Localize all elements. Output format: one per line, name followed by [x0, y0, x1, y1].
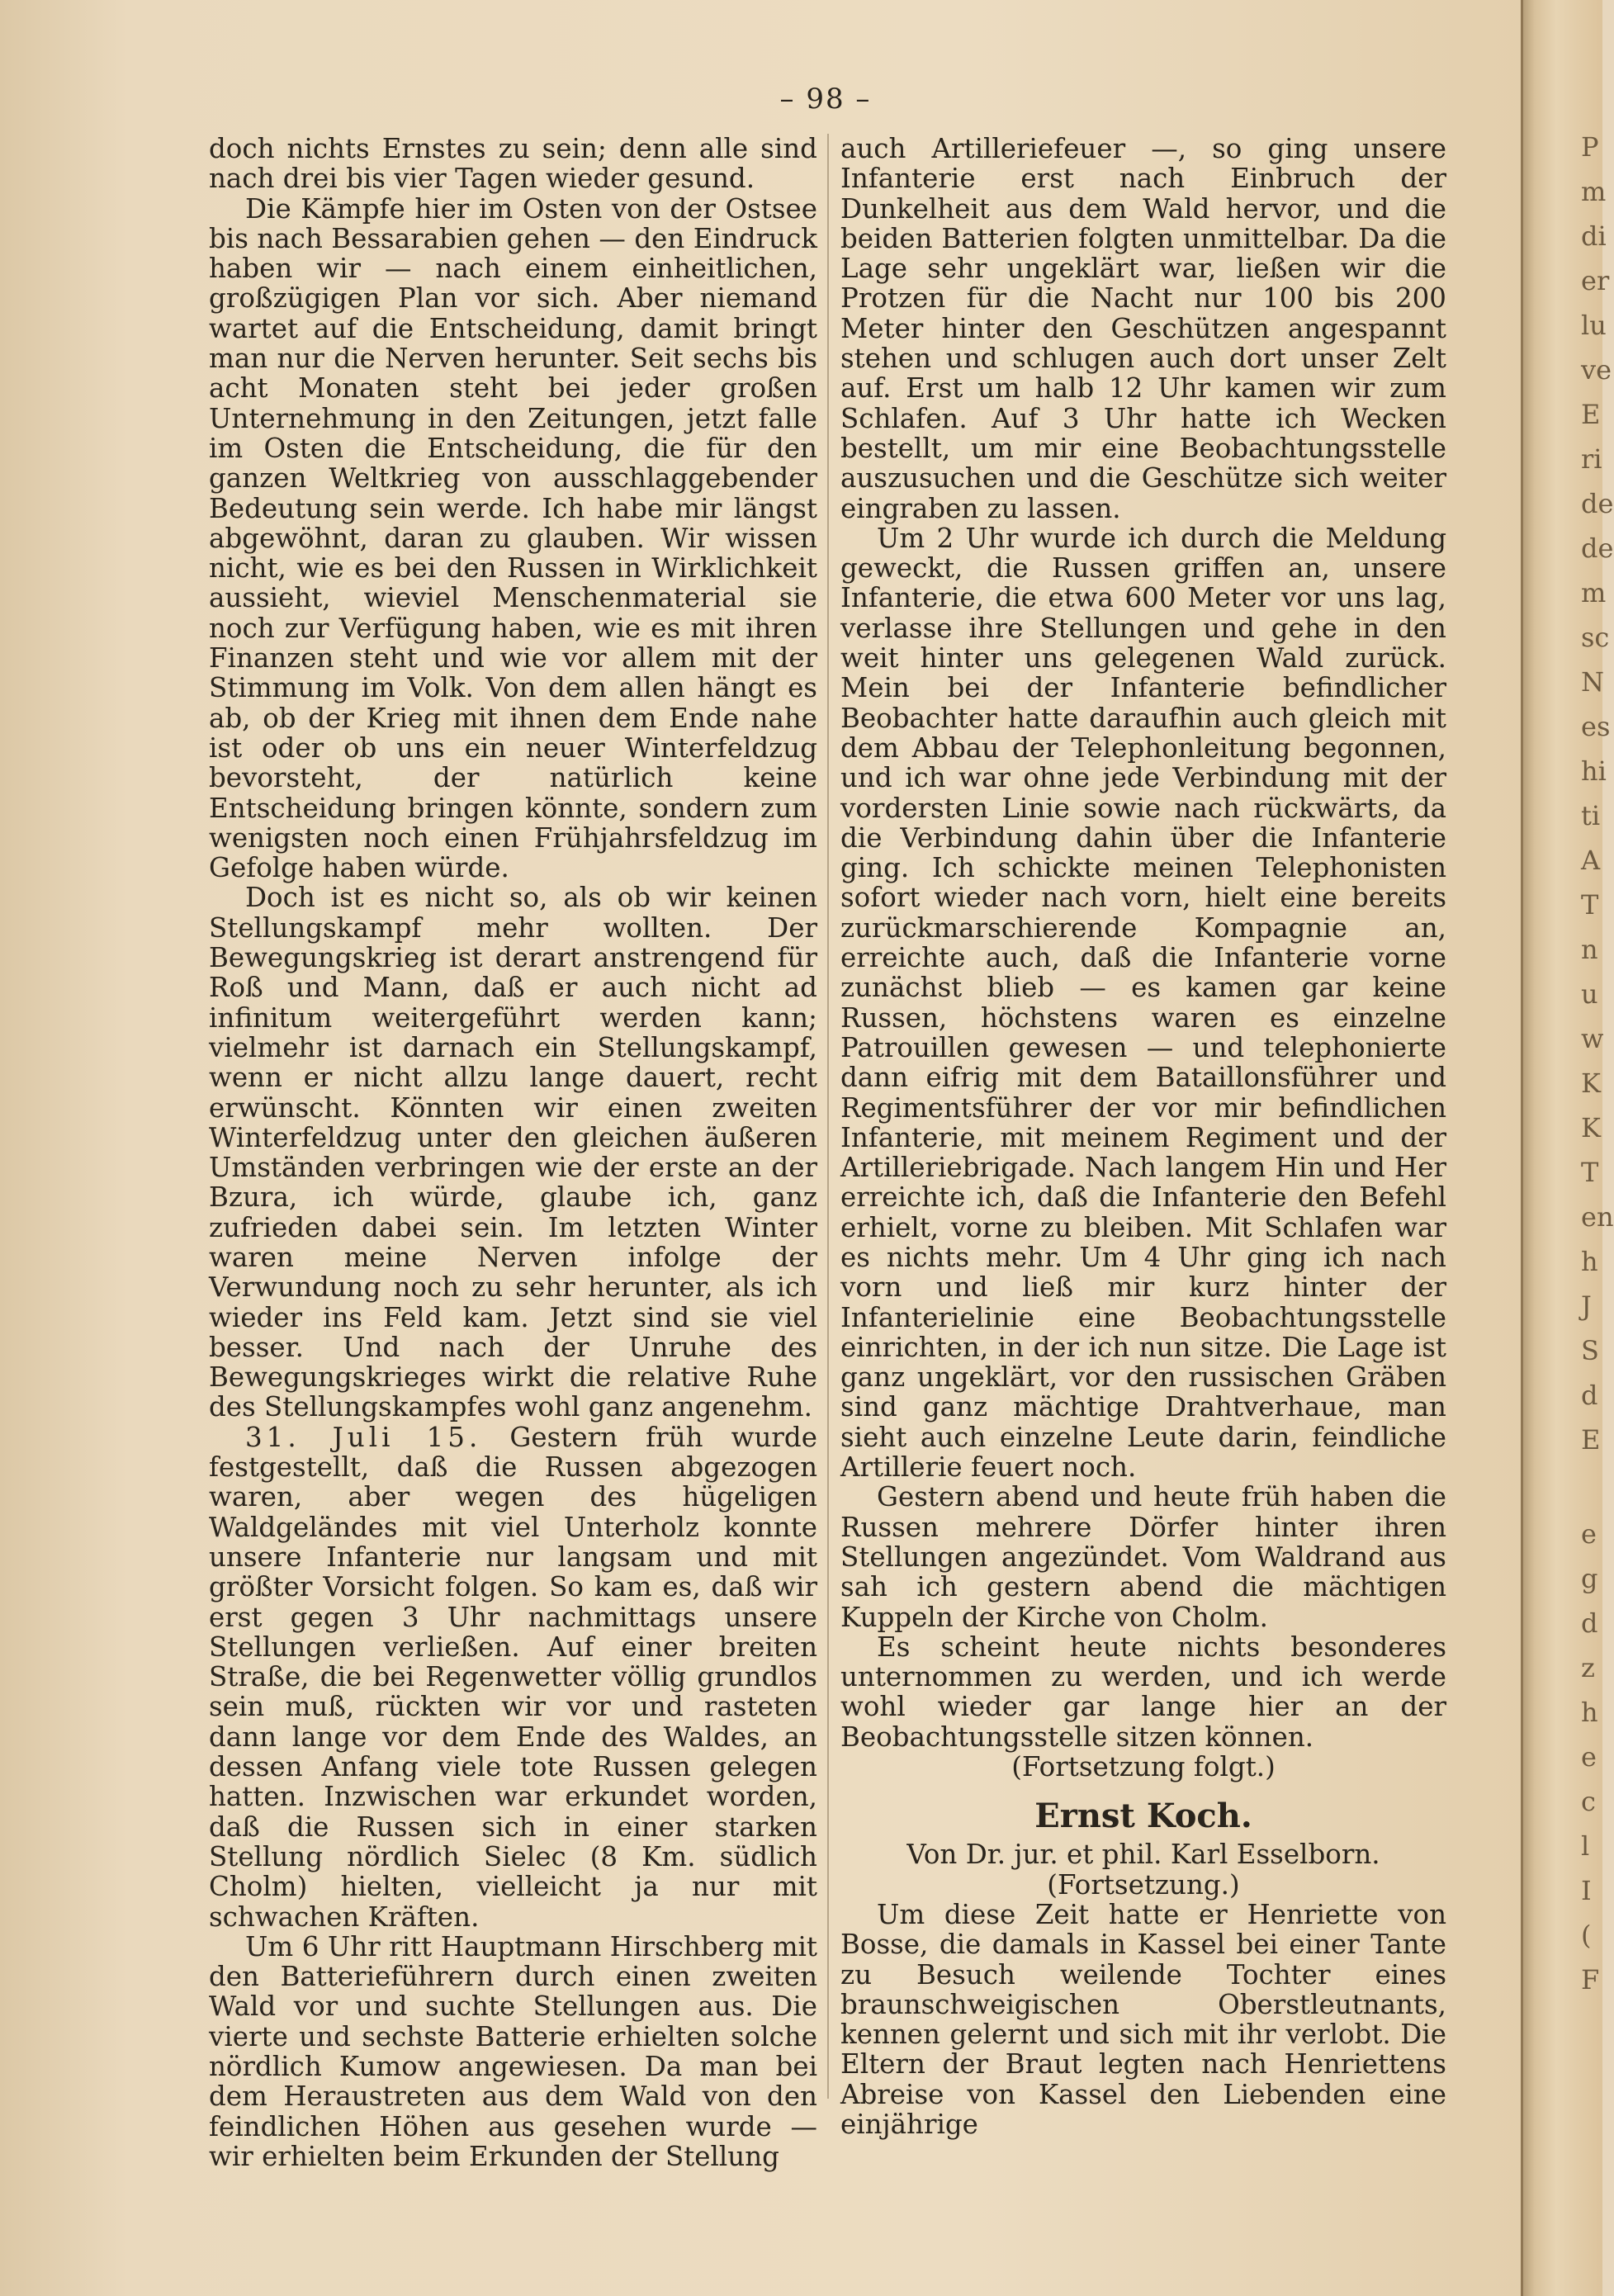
left-paragraph-1: doch nichts Ernstes zu sein; denn alle sind nach drei bis vier Tagen wieder gesund. — [209, 133, 817, 195]
next-page-fragment: N — [1581, 666, 1604, 698]
right-paragraph-1: auch Artilleriefeuer —, so ging unsere Infanterie erst nach Einbruch der Dunkelheit aus dem Wald hervor, und die beiden Batterien folgten unmittelbar. Da die Lage sehr ungeklärt war, ließen wir die Protzen für die Nacht nur 100 bis 200 Meter hinter den Geschützen angespannt stehen und schlugen auch dort unser Zelt auf. Erst um halb 12 Uhr kamen wir zum Schlafen. Auf 3 Uhr hatte ich Wecken bestellt, um mir eine Beobachtungsstelle auszusuchen und die Geschütze sich weiter eingraben zu lassen. — [840, 133, 1446, 524]
to-be-continued: (Fortsetzung folgt.) — [1011, 1751, 1276, 1783]
right-paragraph-3: Gestern abend und heute früh haben die Russen mehrere Dörfer hinter ihren Stellungen angezündet. Vom Waldrand aus sah ich gestern abend die mächtigen Kuppeln der Kirche von Cholm. — [840, 1481, 1446, 1633]
diary-date: 31. Juli 15. — [245, 1421, 482, 1453]
left-paragraph-3: Doch ist es nicht so, als ob wir keinen Stellungskampf mehr wollten. Der Bewegungskrieg ist derart anstrengend für Roß und Mann, daß er auch nicht ad infinitum weitergeführt werden kann; vielmehr ist darnach ein Stellungskampf, wenn er nicht allzu lange dauert, recht erwünscht. Könnten wir einen zweiten Winterfeldzug unter den gleichen äußeren Umständen verbringen wie der erste an der Bzura, ich würde, glaube ich, ganz zufrieden dabei sein. Im letzten Winter waren meine Nerven infolge der Verwundung noch zu sehr herunter, als ich wieder ins Feld kam. Jetzt sind sie viel besser. Und nach der Unruhe des Bewegungskrieges wirkt die relative Ruhe des Stellungskampfes wohl ganz angenehm. — [209, 882, 817, 1423]
next-page-fragment: T — [1581, 1157, 1599, 1188]
next-page-fragment: c — [1581, 1786, 1596, 1817]
right-column — [840, 134, 1446, 2139]
next-page-fragment: F — [1581, 1964, 1600, 1995]
next-page-fragment: h — [1581, 1697, 1598, 1728]
next-page-fragment: J — [1581, 1290, 1592, 1322]
next-page-fragment: hi — [1581, 755, 1607, 787]
next-page-fragment: d — [1581, 1380, 1598, 1411]
next-page-fragment: di — [1581, 220, 1607, 252]
next-page-fragment: E — [1581, 1424, 1601, 1456]
next-page-fragment: m — [1581, 577, 1607, 608]
next-page-fragment: z — [1581, 1652, 1595, 1683]
next-page-fragment: K — [1581, 1068, 1601, 1099]
next-page-fragment: de — [1581, 488, 1614, 519]
next-page-fragment: er — [1581, 265, 1610, 296]
next-page-fragment: de — [1581, 533, 1614, 564]
next-page-fragment: E — [1581, 399, 1601, 430]
next-page-edge — [1521, 0, 1614, 2296]
next-page-fragment: w — [1581, 1023, 1604, 1054]
next-page-fragment: A — [1581, 845, 1601, 876]
next-page-fragment: sc — [1581, 622, 1610, 653]
next-page-fragment: e — [1581, 1518, 1597, 1550]
left-column — [209, 134, 817, 2171]
left-paragraph-2: Die Kämpfe hier im Osten von der Ostsee bis nach Bessarabien gehen — den Eindruck haben wir — nach einem einheitlichen, großzügigen Plan vor sich. Aber niemand wartet auf die Entscheidung, damit bringt man nur die Nerven herunter. Seit sechs bis acht Monaten steht bei jeder großen Unternehmung in den Zeitungen, jetzt falle im Osten die Entscheidung, die für den ganzen Weltkrieg von ausschlaggebender Bedeutung sein werde. Ich habe mir längst abgewöhnt, daran zu glauben. Wir wissen nicht, wie es bei den Russen in Wirklichkeit aussieht, wieviel Menschenmaterial sie noch zur Verfügung haben, wie es mit ihren Finanzen steht und wie vor allem mit der Stimmung im Volk. Von dem allen hängt es ab, ob der Krieg mit ihnen dem Ende nahe ist oder ob uns ein neuer Winterfeldzug bevorsteht, der natürlich keine Entscheidung bringen könnte, sondern zum wenigsten noch einen Frühjahrsfeldzug im Gefolge haben würde. — [209, 192, 817, 884]
next-page-fragment: u — [1581, 978, 1598, 1010]
next-page-fragment: K — [1581, 1112, 1601, 1143]
left-paragraph-5: Um 6 Uhr ritt Hauptmann Hirschberg mit den Batterieführern durch einen zweiten Wald vor und suchte Stellungen aus. Die vierte und sechste Batterie erhielten solche nördlich Kumow angewiesen. Da man bei dem Heraustreten aus dem Wald von den feindlichen Höhen aus gesehen wurde — wir erhielten beim Erkunden der Stellung — [209, 1930, 817, 2172]
next-page-fragment: l — [1581, 1830, 1590, 1862]
next-page-fragment: d — [1581, 1607, 1598, 1639]
right-paragraph-2: Um 2 Uhr wurde ich durch die Meldung geweckt, die Russen griffen an, unsere Infanterie, die etwa 600 Meter vor uns lag, verlasse ihre Stellungen und gehe in den weit hinter uns gelegenen Wald zurück. Mein bei der Infanterie befindlicher Beobachter hatte daraufhin auch gleich mit dem Abbau der Telephonleitung begonnen, und ich war ohne jede Verbindung mit der vordersten Linie sowie nach rückwärts, da die Verbindung dahin über die Infanterie ging. Ich schickte meinen Telephonisten sofort wieder nach vorn, hielt eine bereits zurückmarschierende Kompagnie an, erreichte auch, daß die Infanterie vorne zunächst blieb — es kamen gar keine Russen, höchstens waren es einzelne Patrouillen gewesen — und telephonierte dann eifrig mit dem Bataillonsführer und Regimentsführer der vor mir befindlichen Infanterie, mit meinem Regiment und der Artilleriebrigade. Nach langem Hin und Her erreichte ich, daß die Infanterie den Befehl erhielt, vorne zu bleiben. Mit Schlafen war es nichts mehr. Um 4 Uhr ging ich nach vorn und ließ mir kurz hinter der Infanterielinie eine Beobachtungsstelle einrichten, in der ich nun sitze. Die Lage ist ganz ungeklärt, vor den russischen Gräben sind ganz mächtige Drahtverhaue, man sieht auch einzelne Leute darin, feindliche Artillerie feuert noch. — [840, 522, 1446, 1484]
next-page-fragment: P — [1581, 131, 1599, 163]
next-page-fragment: ve — [1581, 354, 1612, 386]
article-title: Ernst Koch. — [1034, 1797, 1252, 1836]
next-page-fragment: m — [1581, 176, 1607, 207]
next-page-fragment: S — [1581, 1335, 1599, 1366]
next-page-fragment: lu — [1581, 310, 1607, 341]
next-page-fragment: g — [1581, 1563, 1598, 1594]
next-page-fragment: ti — [1581, 800, 1601, 831]
left-paragraph-4-text: Gestern früh wurde festgestellt, daß die Russen abgezogen waren, aber wegen des hügeligen Waldgeländes mit viel Unterholz konnte unsere Infanterie nur langsam und mit größter Vorsicht folgen. So kam es, daß wir erst gegen 3 Uhr nachmittags unsere Stellungen verließen. Auf einer breiten Straße, die bei Regenwetter völlig grundlos sein muß, rückten wir vor und rasteten dann lange vor dem Ende des Waldes, an dessen Anfang viele tote Russen gelegen hatten. Inzwischen war erkundet worden, daß die Russen sich in einer starken Stellung nördlich Sielec (8 Km. südlich Cholm) hielten, vielleicht ja nur mit schwachen Kräften. — [209, 1421, 817, 1933]
next-page-fragment: n — [1581, 934, 1598, 965]
next-page-fragment: I — [1581, 1875, 1592, 1906]
right-paragraph-4: Es scheint heute nichts besonderes unternommen zu werden, und ich werde wohl wieder gar lange hier an der Beobachtungsstelle sitzen können. — [840, 1631, 1446, 1753]
next-page-fragment: e — [1581, 1741, 1597, 1773]
next-page-fragment: en — [1581, 1201, 1614, 1233]
next-page-fragment: T — [1581, 889, 1599, 921]
next-page-fragment: es — [1581, 711, 1611, 742]
right-paragraph-5: Um diese Zeit hatte er Henriette von Bosse, die damals in Kassel bei einer Tante zu Besuch weilende Tochter eines braunschweigischen Oberstleutnants, kennen gelernt und sich mit ihr verlobt. Die Eltern der Braut legten nach Henriettens Abreise von Kassel den Liebenden eine einjährige — [840, 1898, 1446, 2140]
next-page-fragment: ri — [1581, 443, 1602, 475]
next-page-fragment: h — [1581, 1246, 1598, 1277]
article-continuation-note: (Fortsetzung.) — [1047, 1868, 1240, 1901]
page-number: – 98 – — [779, 83, 872, 116]
column-divider — [827, 134, 829, 2099]
next-page-fragment: ( — [1581, 1920, 1592, 1951]
article-byline: Von Dr. jur. et phil. Karl Esselborn. — [906, 1839, 1380, 1871]
left-paragraph-4 — [209, 1423, 817, 1932]
